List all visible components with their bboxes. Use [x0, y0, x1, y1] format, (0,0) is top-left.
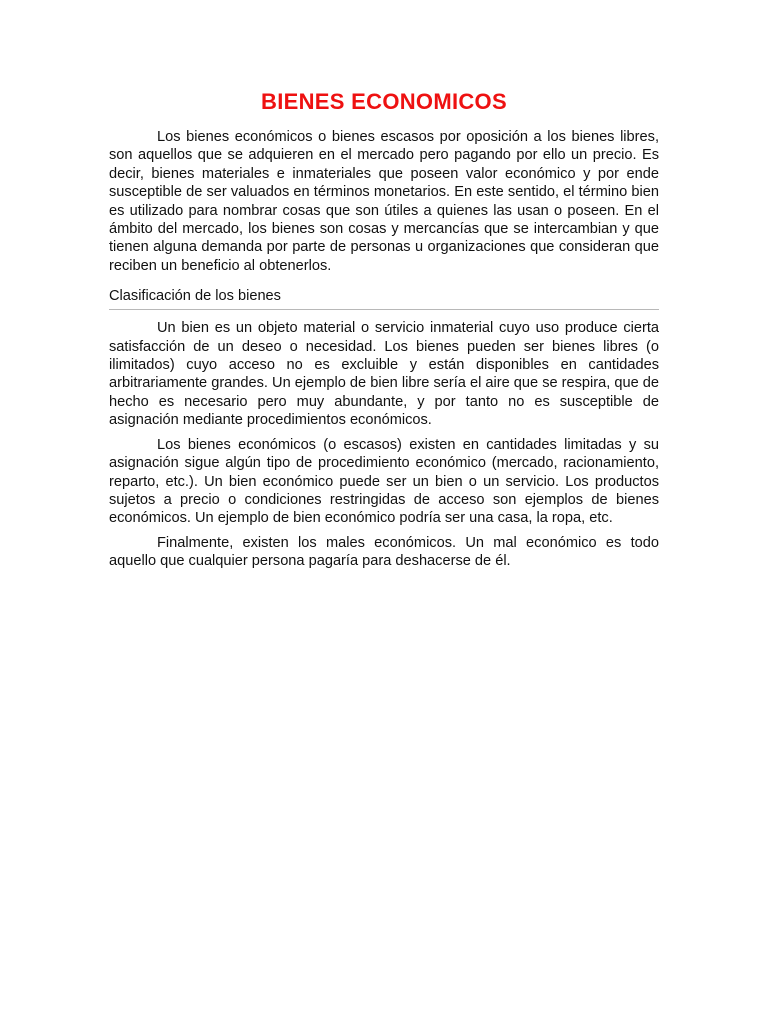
body-paragraph-3: Finalmente, existen los males económicos. Un mal económico es todo aquello que cualquier persona pagaría para deshacerse de él. — [109, 534, 659, 570]
section-heading: Clasificación de los bienes — [109, 287, 659, 310]
document-title: BIENES ECONOMICOS — [261, 89, 507, 114]
document-page — [109, 88, 659, 571]
body-paragraph-2: Los bienes económicos (o escasos) existen en cantidades limitadas y su asignación sigue algún tipo de procedimiento económico (mercado, racionamiento, reparto, etc.). Un bien económico puede ser un bien o un servicio. Los productos sujetos a precio o condiciones restringidas de acceso son ejemplos de bienes económicos. Un ejemplo de bien económico podría ser una casa, la ropa, etc. — [109, 436, 659, 527]
intro-paragraph: Los bienes económicos o bienes escasos por oposición a los bienes libres, son aquellos que se adquieren en el mercado pero pagando por ello un precio. Es decir, bienes materiales e inmateriales que poseen valor económico y por ende susceptible de ser valuados en términos monetarios. En este sentido, el término bien es utilizado para nombrar cosas que son útiles a quienes las usan o poseen. En el ámbito del mercado, los bienes son cosas y mercancías que se intercambian y que tienen alguna demanda por parte de personas u organizaciones que consideran que reciben un beneficio al obtenerlos. — [109, 129, 659, 274]
body-paragraph-1: Un bien es un objeto material o servicio inmaterial cuyo uso produce cierta satisfacción de un deseo o necesidad. Los bienes pueden ser bienes libres (o ilimitados) cuyo acceso no es excluible y están disponibles en cantidades arbitrariamente grandes. Un ejemplo de bien libre sería el aire que se respira, que de hecho es necesario pero muy abundante, y por tanto no es susceptible de asignación mediante procedimientos económicos. — [109, 320, 660, 429]
